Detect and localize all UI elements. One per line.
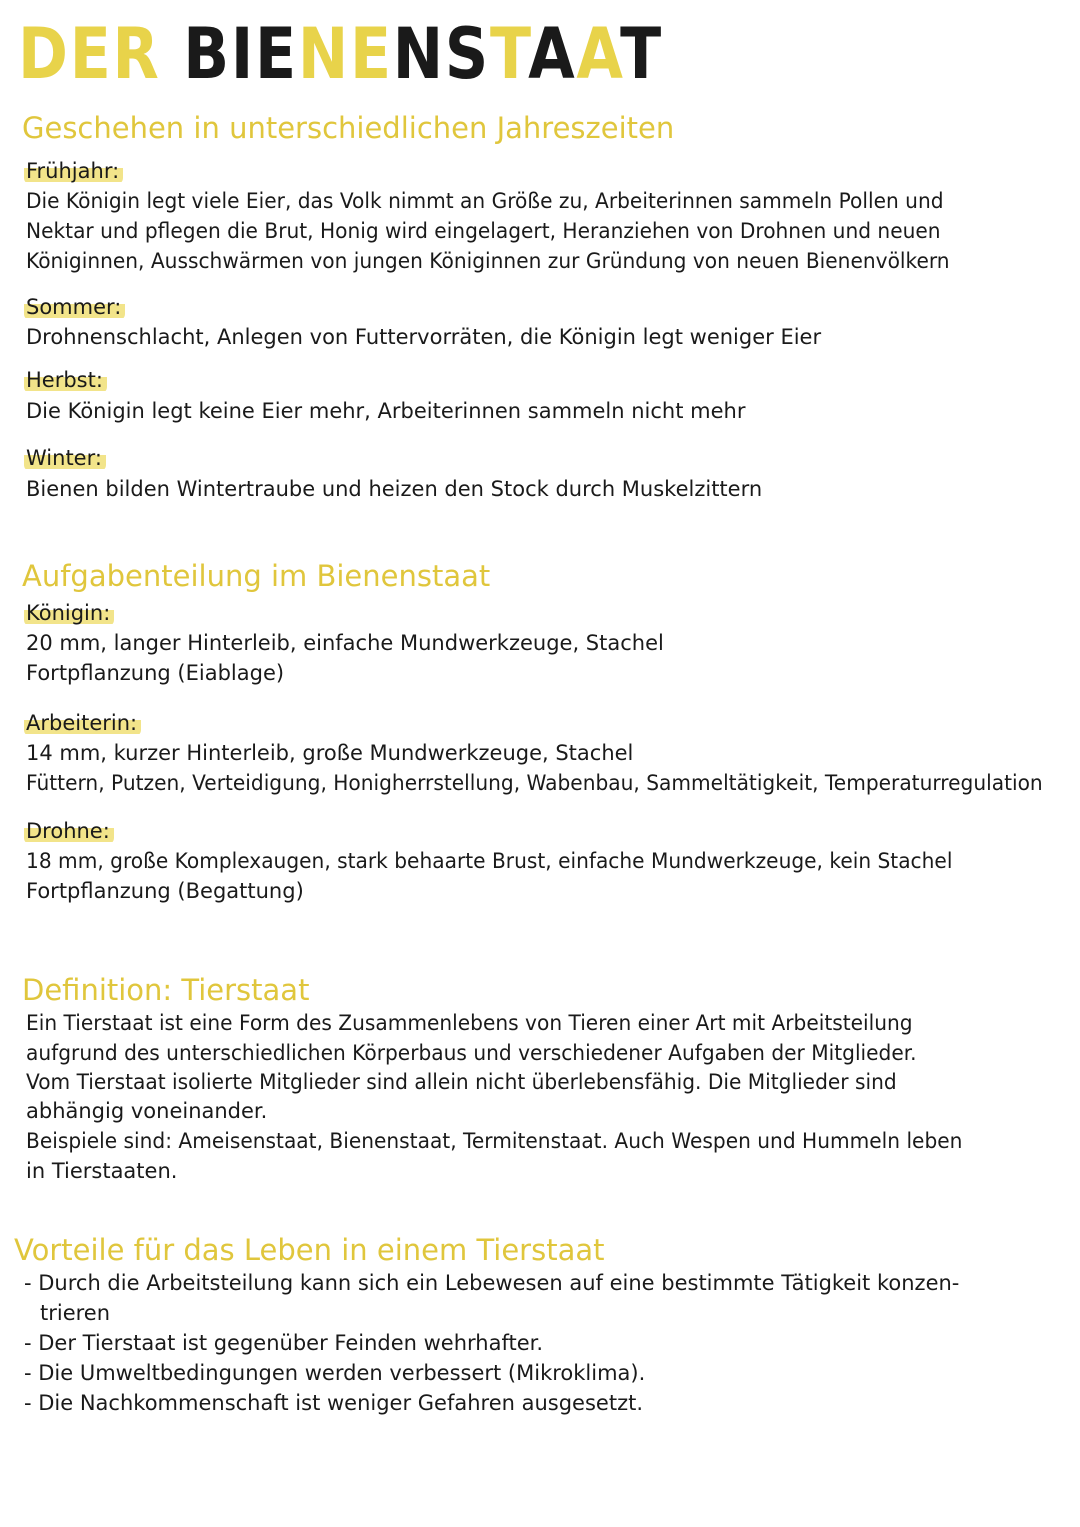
list-item-continuation [24, 1298, 959, 1328]
worker-line-1: 14 mm, kurzer Hinterleib, große Mundwerkzeuge, Stachel [26, 741, 634, 765]
definition-line-5: Beispiele sind: Ameisenstaat, Bienenstaat, Termitenstaat. Auch Wespen und Hummeln leben [26, 1129, 963, 1153]
winter-line-1: Bienen bilden Wintertraube und heizen den Stock durch Muskelzittern [26, 477, 763, 501]
list-item: - Der Tierstaat ist gegenüber Feinden wehrhafter. [24, 1331, 544, 1355]
definition-line-3: Vom Tierstaat isolierte Mitglieder sind allein nicht überlebensfähig. Die Mitglieder sind [26, 1070, 897, 1094]
worker-line-2: Füttern, Putzen, Verteidigung, Honigherrstellung, Wabenbau, Sammeltätigkeit, Temperaturregulation [26, 771, 1043, 795]
title-part: A [576, 13, 621, 95]
summer-line-1: Drohnenschlacht, Anlegen von Futtervorräten, die Königin legt weniger Eier [26, 325, 822, 349]
queen-line-2: Fortpflanzung (Eiablage) [26, 661, 285, 685]
seasons-heading: Geschehen in unterschiedlichen Jahreszeiten [22, 111, 675, 145]
list-item: - Die Nachkommenschaft ist weniger Gefahren ausgesetzt. [24, 1391, 644, 1415]
advantages-list [24, 1268, 959, 1418]
definition-line-6: in Tierstaaten. [26, 1159, 178, 1183]
page-title [18, 14, 663, 94]
advantages-heading: Vorteile für das Leben in einem Tierstaat [14, 1233, 605, 1267]
spring-line-2: Nektar und pflegen die Brut, Honig wird eingelagert, Heranziehen von Drohnen und neuen [26, 219, 941, 243]
drone-line-2: Fortpflanzung (Begattung) [26, 879, 304, 903]
autumn-line-1: Die Königin legt keine Eier mehr, Arbeiterinnen sammeln nicht mehr [26, 399, 746, 423]
role-label-worker: Arbeiterin: [24, 710, 141, 736]
drone-line-1: 18 mm, große Komplexaugen, stark behaarte Brust, einfache Mundwerkzeuge, kein Stachel [26, 849, 953, 873]
list-item-continuation-text: trieren [40, 1301, 111, 1325]
title-part: NE [297, 13, 393, 95]
role-label-drone: Drohne: [24, 818, 114, 844]
spring-line-3: Königinnen, Ausschwärmen von jungen Königinnen zur Gründung von neuen Bienenvölkern [26, 249, 950, 273]
title-part: BIE [183, 13, 298, 95]
queen-line-1: 20 mm, langer Hinterleib, einfache Mundwerkzeuge, Stachel [26, 631, 664, 655]
title-part: DER [18, 13, 184, 95]
title-part: T [489, 13, 529, 95]
role-label-queen: Königin: [24, 600, 114, 626]
title-part: NS [392, 13, 490, 95]
title-part: A [528, 13, 577, 95]
definition-line-1: Ein Tierstaat ist eine Form des Zusammenlebens von Tieren einer Art mit Arbeitsteilung [26, 1011, 913, 1035]
list-item: - Durch die Arbeitsteilung kann sich ein Lebewesen auf eine bestimmte Tätigkeit konzen- [24, 1271, 960, 1295]
spring-line-1: Die Königin legt viele Eier, das Volk nimmt an Größe zu, Arbeiterinnen sammeln Pollen und [26, 189, 944, 213]
season-label-autumn: Herbst: [24, 367, 107, 393]
definition-line-2: aufgrund des unterschiedlichen Körperbaus und verschiedener Aufgaben der Mitglieder. [26, 1041, 917, 1065]
season-label-summer: Sommer: [24, 294, 125, 320]
definition-line-4: abhängig voneinander. [26, 1099, 268, 1123]
season-label-spring: Frühjahr: [24, 158, 123, 184]
title-part: T [620, 13, 663, 95]
definition-heading: Definition: Tierstaat [22, 973, 310, 1007]
roles-heading: Aufgabenteilung im Bienenstaat [22, 559, 491, 593]
season-label-winter: Winter: [24, 445, 106, 471]
list-item: - Die Umweltbedingungen werden verbessert (Mikroklima). [24, 1361, 646, 1385]
